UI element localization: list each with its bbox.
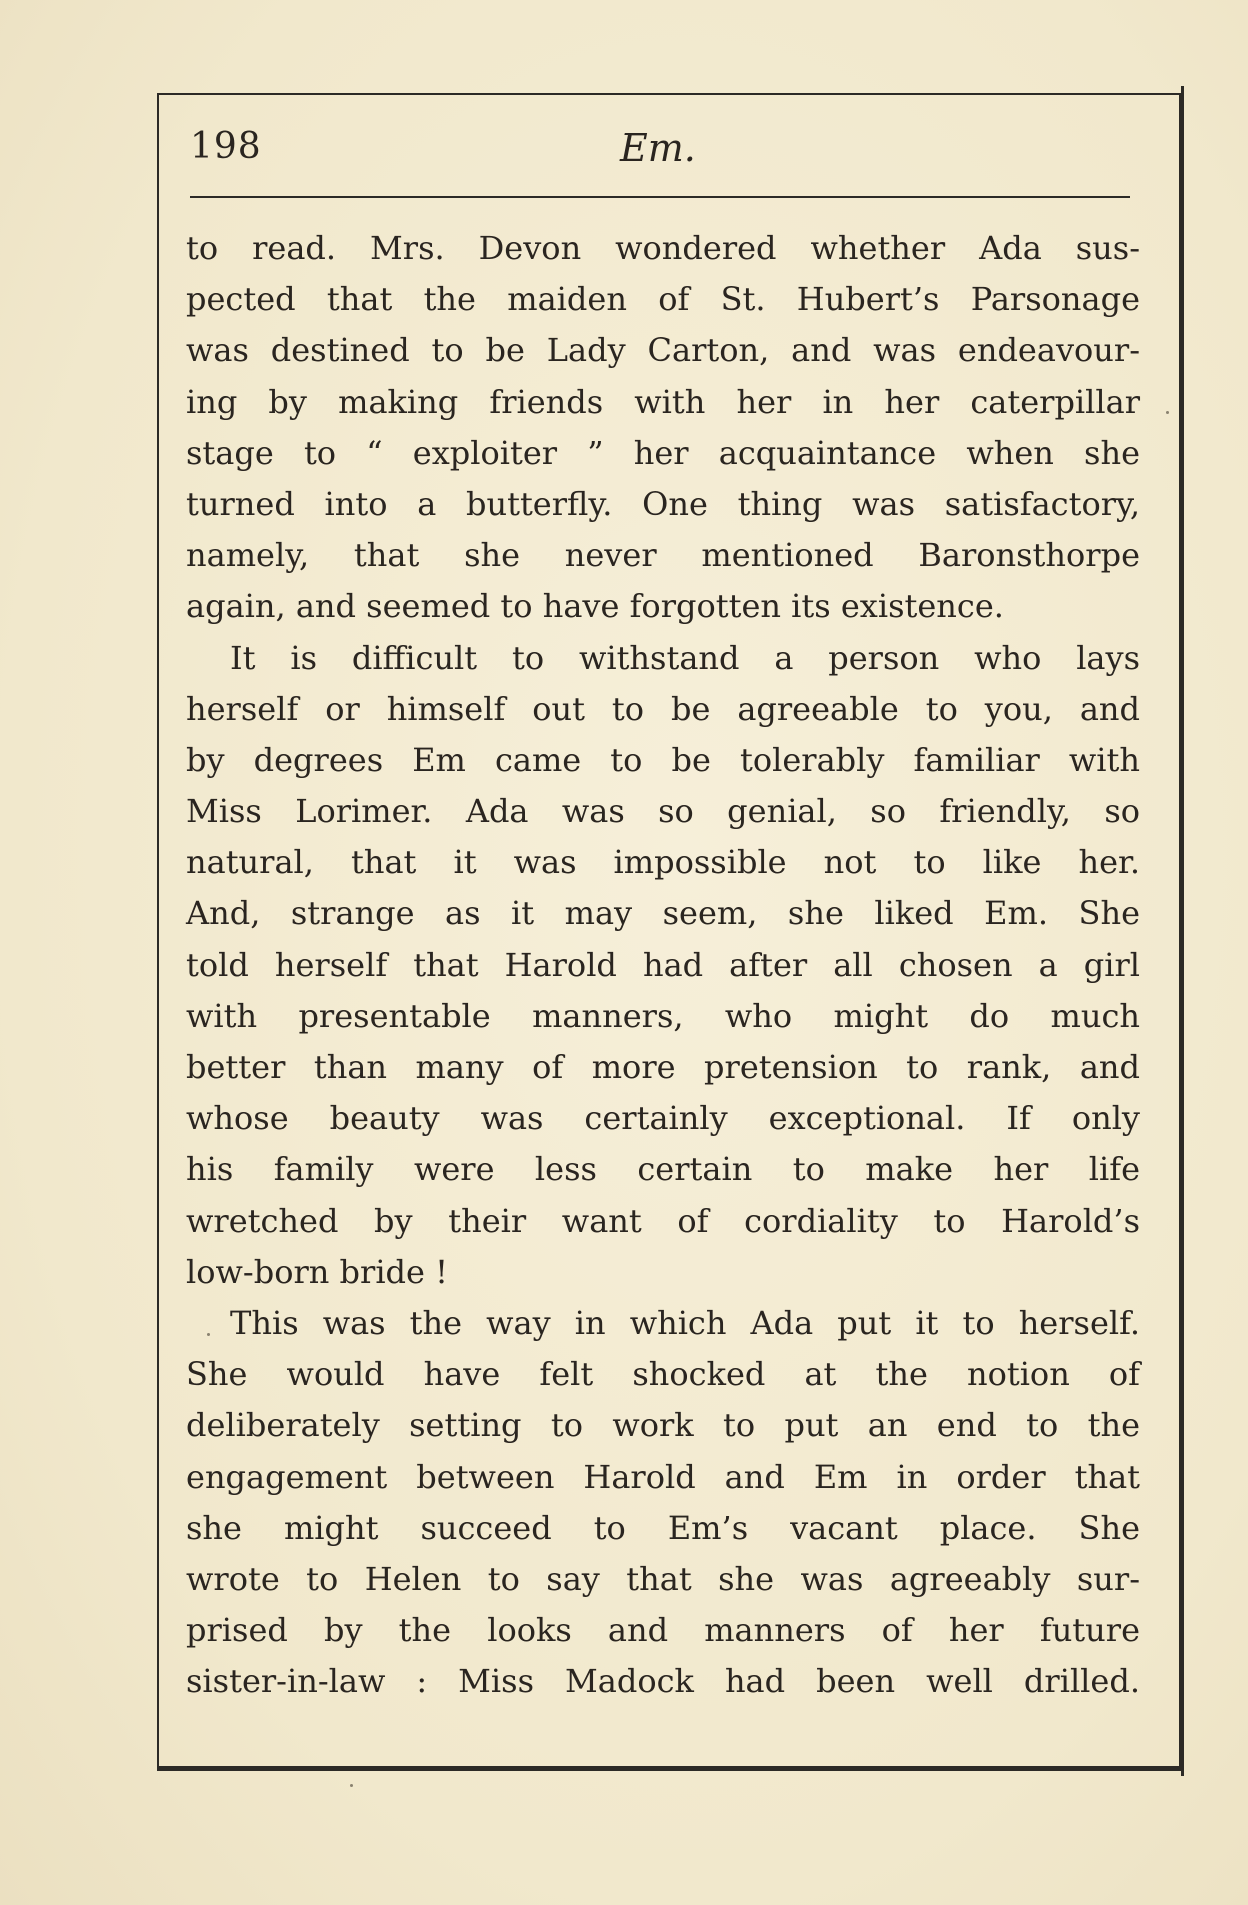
text-line: It is difficult to withstand a person who lays <box>230 638 1140 677</box>
running-title: Em. <box>620 126 696 170</box>
text-line: deliberately setting to work to put an end to the <box>186 1406 1140 1445</box>
text-line: again, and seemed to have forgotten its existence. <box>186 587 1004 626</box>
text-line: namely, that she never mentioned Baronsthorpe <box>186 536 1140 575</box>
text-line: whose beauty was certainly exceptional. If only <box>186 1099 1140 1138</box>
page-number: 198 <box>190 126 262 167</box>
page-frame-right-edge <box>1181 86 1184 1776</box>
text-line: with presentable manners, who might do much <box>186 996 1140 1035</box>
paper-speck <box>350 1784 353 1787</box>
text-line: And, strange as it may seem, she liked Em. She <box>186 894 1140 933</box>
text-line: herself or himself out to be agreeable to you, and <box>186 689 1140 728</box>
text-line: engagement between Harold and Em in order that <box>186 1457 1140 1496</box>
text-line: This was the way in which Ada put it to herself. <box>230 1303 1140 1342</box>
text-line: was destined to be Lady Carton, and was endeavour- <box>186 331 1140 370</box>
text-line: she might succeed to Em’s vacant place. She <box>186 1508 1140 1547</box>
text-line: to read. Mrs. Devon wondered whether Ada sus- <box>186 229 1140 267</box>
paper-speck <box>207 1333 210 1336</box>
header-rule <box>190 196 1130 198</box>
text-line: prised by the looks and manners of her future <box>186 1611 1140 1650</box>
page-header <box>190 126 1130 186</box>
text-line: turned into a butterfly. One thing was satisfactory, <box>186 484 1140 523</box>
text-line: stage to “ exploiter ” her acquaintance when she <box>186 433 1140 472</box>
text-line: low-born bride ! <box>186 1252 448 1291</box>
text-line: pected that the maiden of St. Hubert’s Parsonage <box>186 280 1140 319</box>
text-line: ing by making friends with her in her caterpillar <box>186 382 1140 421</box>
paper-speck <box>1166 411 1169 414</box>
text-line: wretched by their want of cordiality to Harold’s <box>186 1201 1140 1240</box>
text-line: his family were less certain to make her life <box>186 1150 1140 1189</box>
text-line: sister-in-law : Miss Madock had been well drilled. <box>186 1662 1140 1701</box>
text-line: wrote to Helen to say that she was agreeably sur- <box>186 1559 1140 1598</box>
text-line: Miss Lorimer. Ada was so genial, so friendly, so <box>186 792 1140 831</box>
text-line: by degrees Em came to be tolerably familiar with <box>186 740 1140 779</box>
text-line: told herself that Harold had after all chosen a girl <box>186 945 1140 984</box>
body-text <box>186 223 1140 1707</box>
page-frame-bottom-edge <box>157 1768 1184 1771</box>
text-line: natural, that it was impossible not to like her. <box>186 843 1140 882</box>
text-line: better than many of more pretension to rank, and <box>186 1048 1140 1086</box>
text-line: She would have felt shocked at the notion of <box>186 1355 1140 1394</box>
